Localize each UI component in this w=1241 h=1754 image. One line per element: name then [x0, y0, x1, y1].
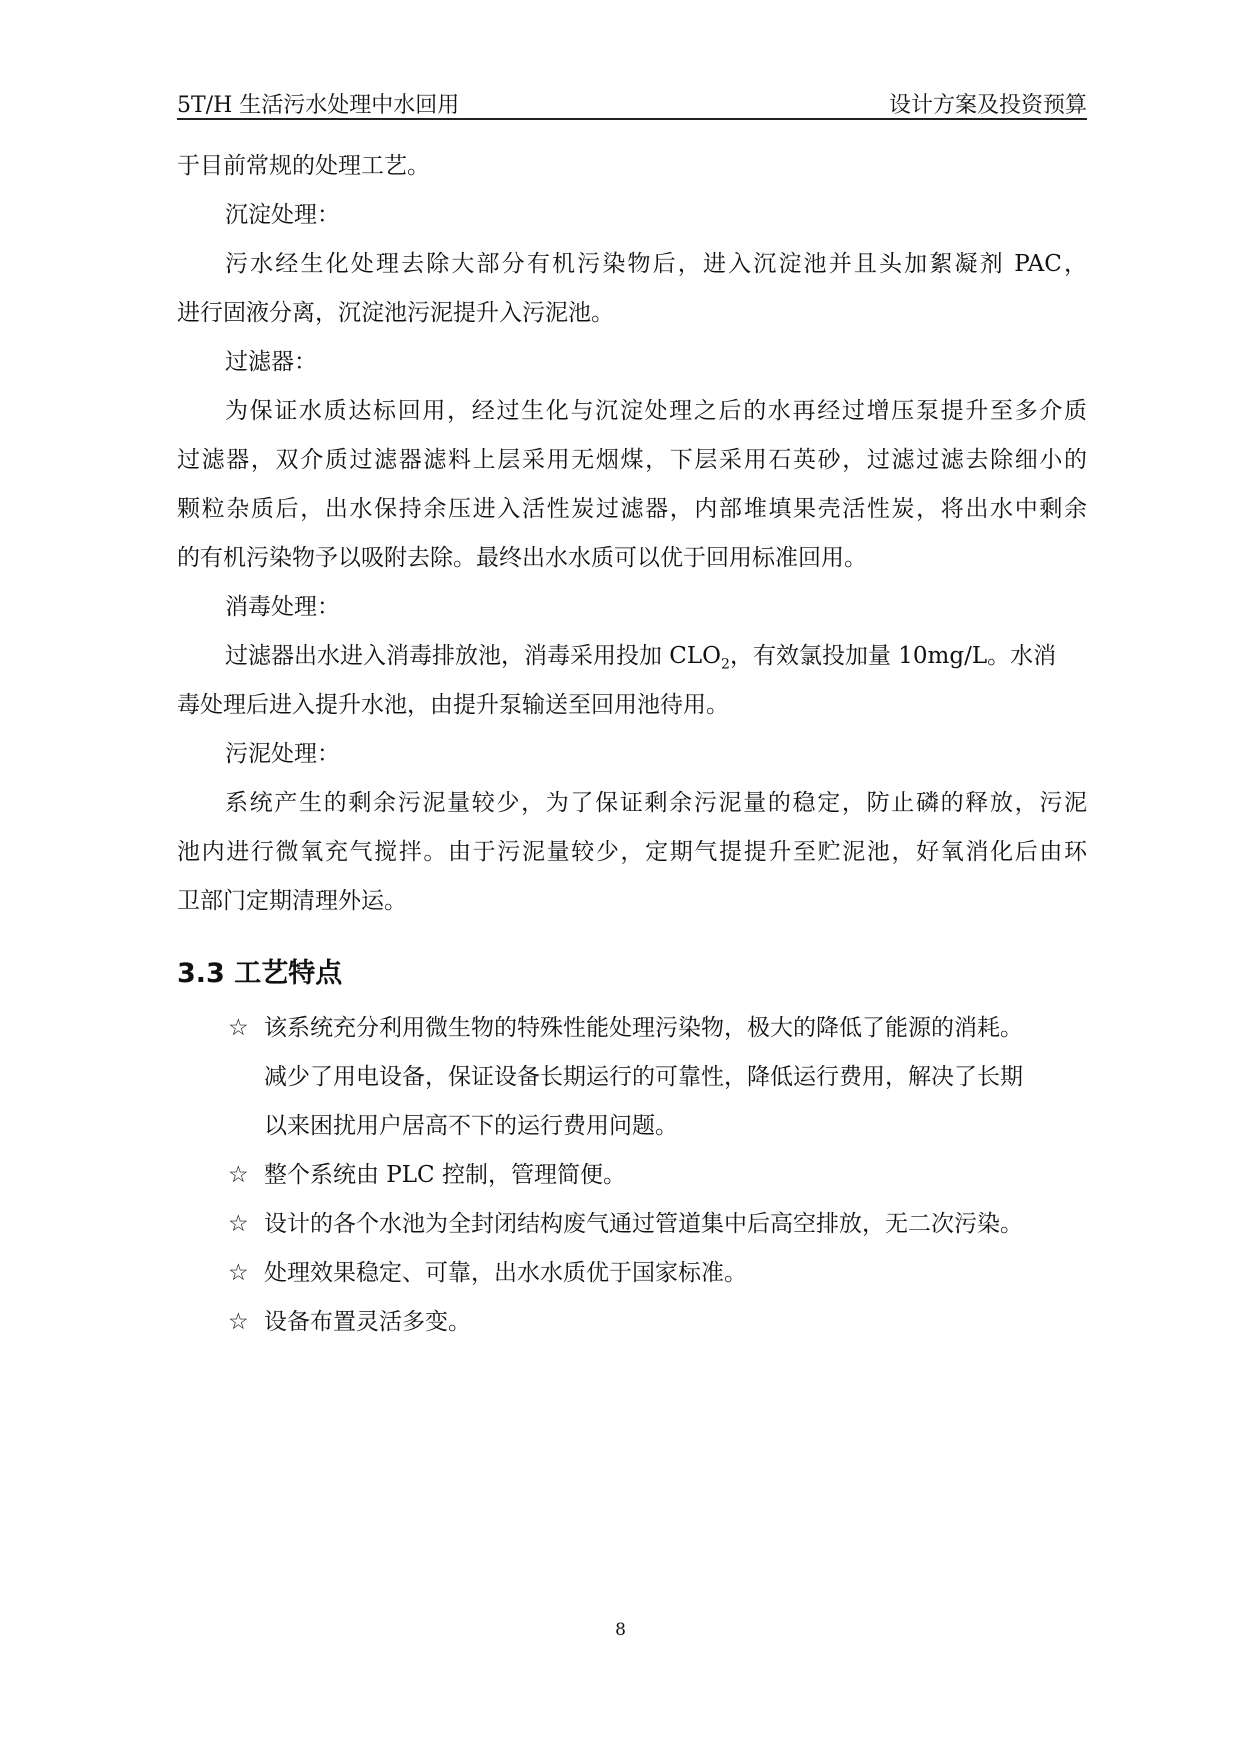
- list-item-text: 处理效果稳定、可靠，出水水质优于国家标准。: [264, 1260, 747, 1286]
- list-item-text: 整个系统由 PLC 控制，管理简便。: [264, 1162, 626, 1188]
- paragraph-line: 卫部门定期清理外运。: [177, 888, 407, 914]
- paragraph-line: 颗粒杂质后，出水保持余压进入活性炭过滤器，内部堆填果壳活性炭，将出水中剩余: [177, 496, 1087, 522]
- list-item: [228, 1200, 1088, 1249]
- subheading-filter: 过滤器：: [225, 349, 317, 375]
- paragraph-line: 进行固液分离，沉淀池污泥提升入污泥池。: [177, 300, 614, 326]
- list-item: [228, 1151, 1088, 1200]
- text-fragment: ，有效氯投加量 10mg/L。水消: [729, 643, 1057, 669]
- subheading-disinfection: 消毒处理：: [225, 594, 340, 620]
- paragraph-line: 于目前常规的处理工艺。: [177, 153, 430, 179]
- header-section-title: 设计方案及投资预算: [888, 93, 1087, 118]
- page-number: 8: [615, 1620, 626, 1640]
- paragraph-line: 系统产生的剩余污泥量较少，为了保证剩余污泥量的稳定，防止磷的释放，污泥: [225, 790, 1087, 816]
- list-item-continuation: 减少了用电设备，保证设备长期运行的可靠性，降低运行费用，解决了长期: [264, 1064, 1023, 1090]
- body-text: [177, 142, 1087, 926]
- feature-list: [228, 1004, 1088, 1347]
- star-icon: ☆: [228, 1211, 249, 1237]
- paragraph-line: 过滤器，双介质过滤器滤料上层采用无烟煤，下层采用石英砂，过滤过滤去除细小的: [177, 447, 1087, 473]
- list-item-text: 设备布置灵活多变。: [264, 1309, 471, 1335]
- star-icon: ☆: [228, 1015, 249, 1041]
- subheading-sludge: 污泥处理：: [225, 741, 340, 767]
- star-icon: ☆: [228, 1309, 249, 1335]
- list-item: [228, 1249, 1088, 1298]
- paragraph-line: 毒处理后进入提升水池，由提升泵输送至回用池待用。: [177, 692, 729, 718]
- paragraph-line: 污水经生化处理去除大部分有机污染物后，进入沉淀池并且头加絮凝剂 PAC，: [225, 251, 1087, 277]
- paragraph-line: 的有机污染物予以吸附去除。最终出水水质可以优于回用标准回用。: [177, 545, 867, 571]
- paragraph-line: [177, 632, 1087, 681]
- list-item-continuation: 以来困扰用户居高不下的运行费用问题。: [264, 1113, 678, 1139]
- text-fragment: 过滤器出水进入消毒排放池，消毒采用投加 CLO: [225, 643, 722, 669]
- section-heading: 3.3 工艺特点: [177, 958, 343, 989]
- subheading-sedimentation: 沉淀处理：: [225, 202, 340, 228]
- header-document-title: 5T/H 生活污水处理中水回用: [177, 93, 460, 118]
- paragraph-line: 池内进行微氧充气搅拌。由于污泥量较少，定期气提提升至贮泥池，好氧消化后由环: [177, 839, 1087, 865]
- list-item: [228, 1298, 1088, 1347]
- list-item: [228, 1004, 1088, 1053]
- page-header: [177, 88, 1087, 120]
- star-icon: ☆: [228, 1162, 249, 1188]
- star-icon: ☆: [228, 1260, 249, 1286]
- subscript: 2: [721, 656, 730, 673]
- list-item-text: 设计的各个水池为全封闭结构废气通过管道集中后高空排放，无二次污染。: [264, 1211, 1023, 1237]
- paragraph-line: 为保证水质达标回用，经过生化与沉淀处理之后的水再经过增压泵提升至多介质: [225, 398, 1087, 424]
- list-item-text: 该系统充分利用微生物的特殊性能处理污染物，极大的降低了能源的消耗。: [264, 1015, 1023, 1041]
